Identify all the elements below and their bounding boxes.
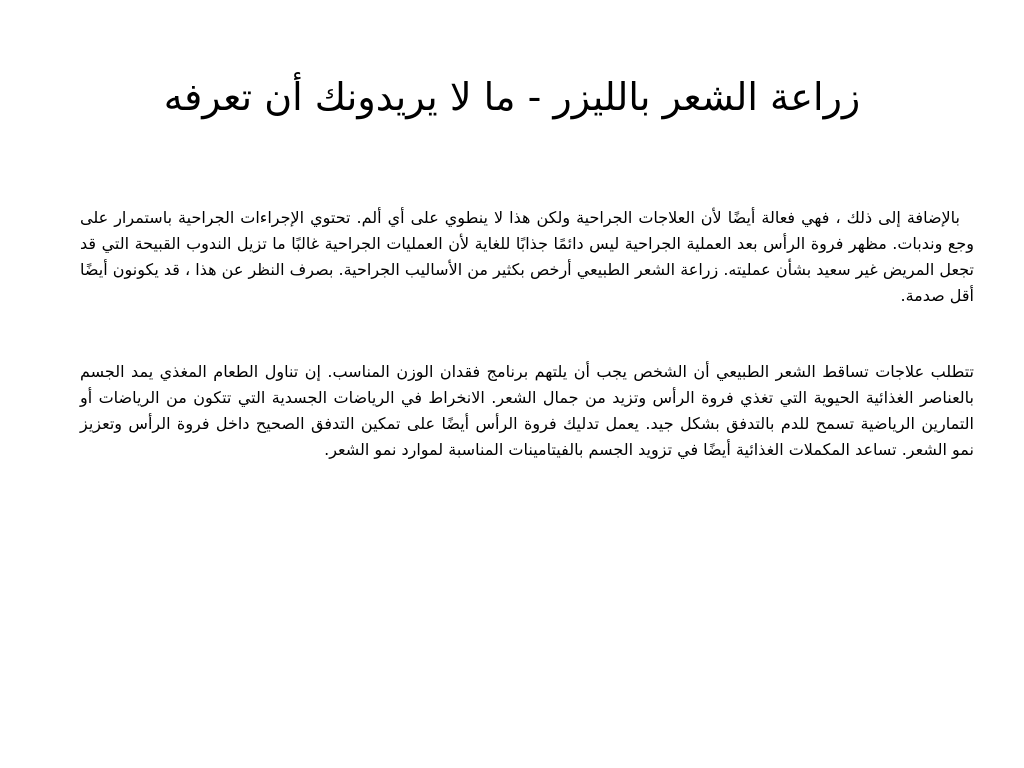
paragraph-1-text: بالإضافة إلى ذلك ، فهي فعالة أيضًا لأن العلاجات الجراحية ولكن هذا لا ينطوي على أي ألم. تحتوي الإجراءات الجراحية باستمرار على وجع وندبات. مظهر فروة الرأس بعد العملية الجراحية ليس دائمًا جذابًا للغاية لأن العمليات الجراحية غالبًا ما تزيل الندوب القبيحة التي قد تجعل المريض غير سعيد بشأن عمليته. زراعة الشعر الطبيعي أرخص بكثير من الأساليب الجراحية. بصرف النظر عن هذا ، قد يكونون أيضًا أقل صدمة. — [80, 208, 974, 305]
paragraph-1 — [80, 205, 974, 309]
slide-body — [80, 205, 974, 513]
paragraph-2 — [80, 359, 974, 463]
paragraph-2-text: تتطلب علاجات تساقط الشعر الطبيعي أن الشخص يجب أن يلتهم برنامج فقدان الوزن المناسب. إن تناول الطعام المغذي يمد الجسم بالعناصر الغذائية الحيوية التي تغذي فروة الرأس وتزيد من جمال الشعر. الانخراط في الرياضات الجسدية التي تتكون من الرياضات أو التمارين الرياضية تسمح للدم بالتدفق بشكل جيد. يعمل تدليك فروة الرأس أيضًا على تمكين التدفق الصحيح داخل فروة الرأس وتعزيز نمو الشعر. تساعد المكملات الغذائية أيضًا في تزويد الجسم بالفيتامينات المناسبة لموارد نمو الشعر. — [80, 362, 974, 459]
slide-title: زراعة الشعر بالليزر - ما لا يريدونك أن تعرفه — [163, 75, 861, 119]
